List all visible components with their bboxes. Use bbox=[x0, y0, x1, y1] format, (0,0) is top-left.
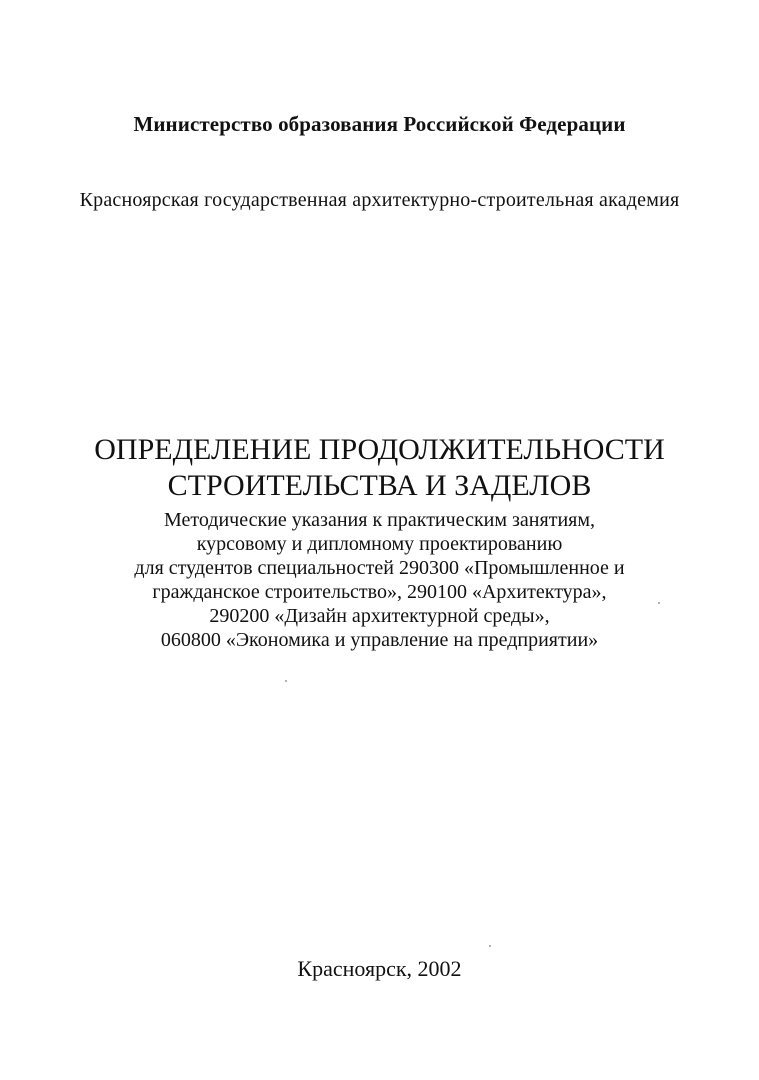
academy-heading: Красноярская государственная архитектурно-строительная академия bbox=[79, 189, 680, 211]
scan-speck bbox=[489, 945, 491, 947]
ministry-heading: Министерство образования Российской Федерации bbox=[133, 112, 626, 136]
subtitle-line-4: гражданское строительство», 290100 «Архитектура», bbox=[152, 581, 607, 603]
scan-speck bbox=[658, 602, 660, 604]
subtitle-line-3: для студентов специальностей 290300 «Промышленное и bbox=[134, 557, 625, 579]
subtitle-line-1: Методические указания к практическим занятиям, bbox=[163, 509, 595, 531]
subtitle-line-5: 290200 «Дизайн архитектурной среды», bbox=[209, 605, 550, 627]
city-year: Красноярск, 2002 bbox=[297, 956, 462, 981]
subtitle-line-6: 060800 «Экономика и управление на предприятии» bbox=[160, 629, 599, 651]
document-title-line-2: СТРОИТЕЛЬСТВА И ЗАДЕЛОВ bbox=[167, 469, 592, 502]
scan-speck bbox=[285, 680, 287, 682]
subtitle-line-2: курсовому и дипломному проектированию bbox=[196, 533, 563, 555]
document-title-line-1: ОПРЕДЕЛЕНИЕ ПРОДОЛЖИТЕЛЬНОСТИ bbox=[94, 433, 665, 466]
